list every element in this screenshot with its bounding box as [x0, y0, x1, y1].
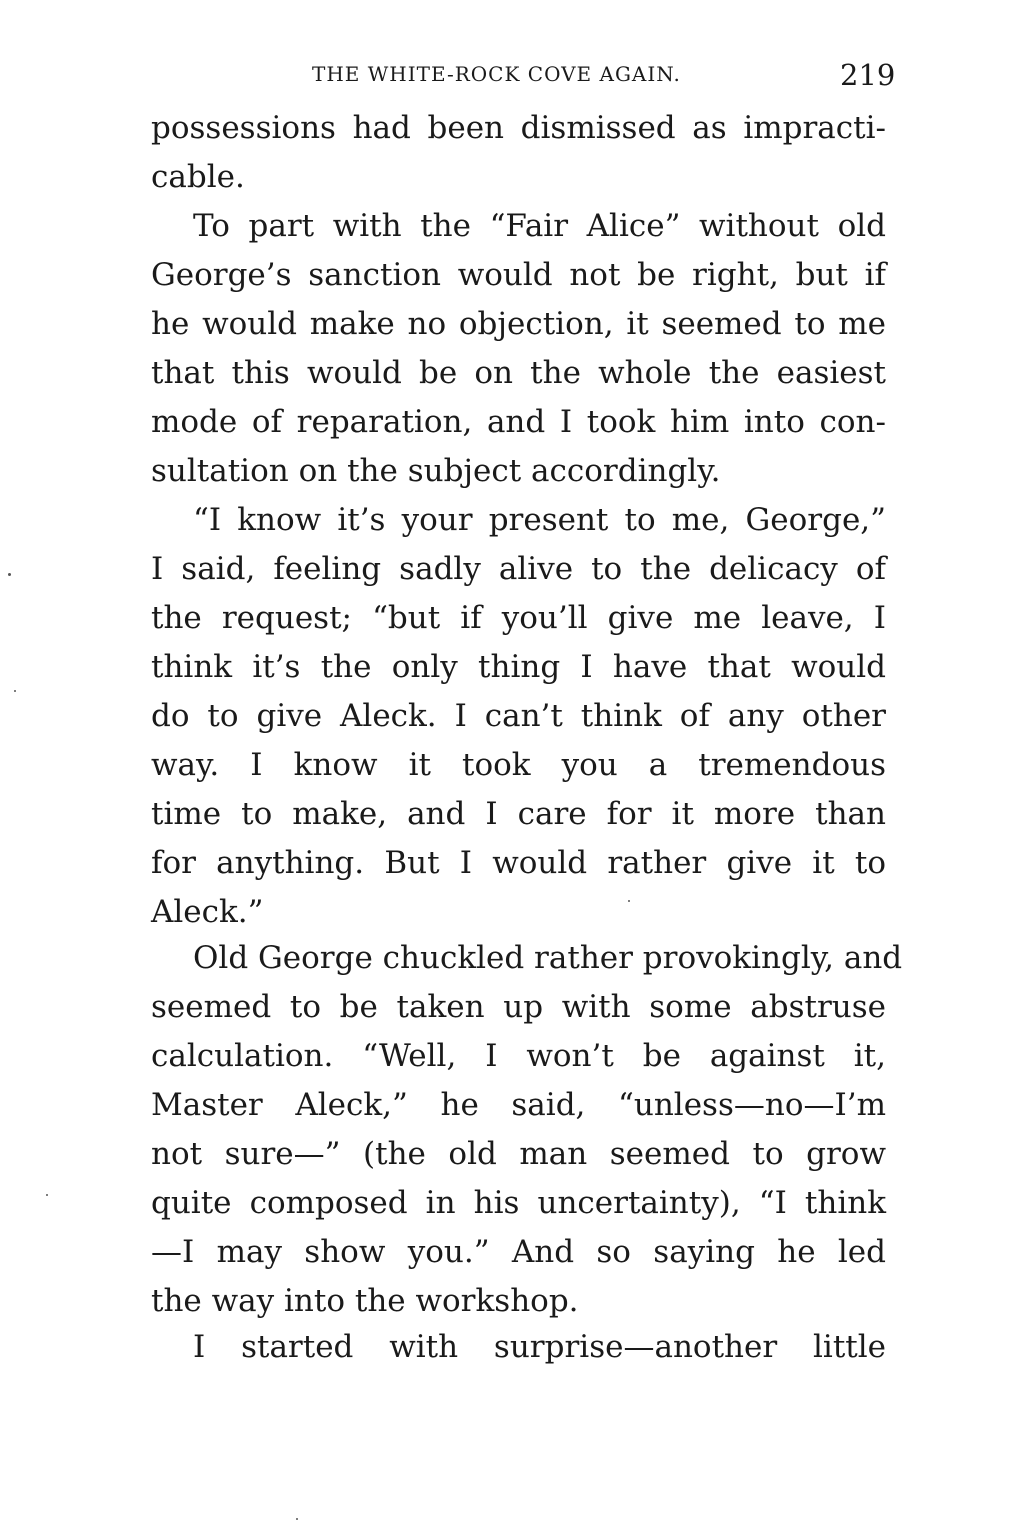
- text-line: quite composed in his uncertainty), “I think: [151, 1185, 886, 1221]
- text-line: To part with the “Fair Alice” without old: [193, 208, 886, 244]
- text-line: the way into the workshop.: [151, 1283, 579, 1319]
- text-line: not sure—” (the old man seemed to grow: [151, 1136, 886, 1172]
- text-line: I said, feeling sadly alive to the delicacy of: [151, 551, 886, 587]
- text-line: for anything. But I would rather give it to: [151, 845, 886, 881]
- paper-speck: [628, 900, 630, 902]
- text-line: think it’s the only thing I have that would: [151, 649, 886, 685]
- page-number: 219: [840, 58, 896, 92]
- text-line: I started with surprise—another little: [193, 1329, 886, 1365]
- margin-speck: [8, 573, 11, 576]
- margin-speck: [14, 690, 16, 692]
- text-line: he would make no objection, it seemed to me: [151, 306, 886, 342]
- text-line: —I may show you.” And so saying he led: [151, 1234, 886, 1270]
- paper-speck: [296, 1518, 298, 1520]
- text-line: calculation. “Well, I won’t be against it,: [151, 1038, 886, 1074]
- text-line: Old George chuckled rather provokingly, and: [193, 940, 903, 976]
- text-line: the request; “but if you’ll give me leave, I: [151, 600, 886, 636]
- text-line: possessions had been dismissed as impracti-: [151, 110, 886, 146]
- running-header: THE WHITE-ROCK COVE AGAIN.: [312, 62, 681, 86]
- text-line: Aleck.”: [151, 894, 264, 930]
- text-line: George’s sanction would not be right, but if: [151, 257, 886, 293]
- text-line: cable.: [151, 159, 245, 195]
- text-line: sultation on the subject accordingly.: [151, 453, 721, 489]
- text-line: that this would be on the whole the easiest: [151, 355, 886, 391]
- text-line: seemed to be taken up with some abstruse: [151, 989, 886, 1025]
- text-line: mode of reparation, and I took him into con-: [151, 404, 886, 440]
- paper-speck: [46, 1194, 48, 1196]
- text-line: “I know it’s your present to me, George,”: [193, 502, 886, 538]
- text-line: Master Aleck,” he said, “unless—no—I’m: [151, 1087, 886, 1123]
- text-line: time to make, and I care for it more than: [151, 796, 886, 832]
- text-line: way. I know it took you a tremendous: [151, 747, 886, 783]
- text-line: do to give Aleck. I can’t think of any other: [151, 698, 886, 734]
